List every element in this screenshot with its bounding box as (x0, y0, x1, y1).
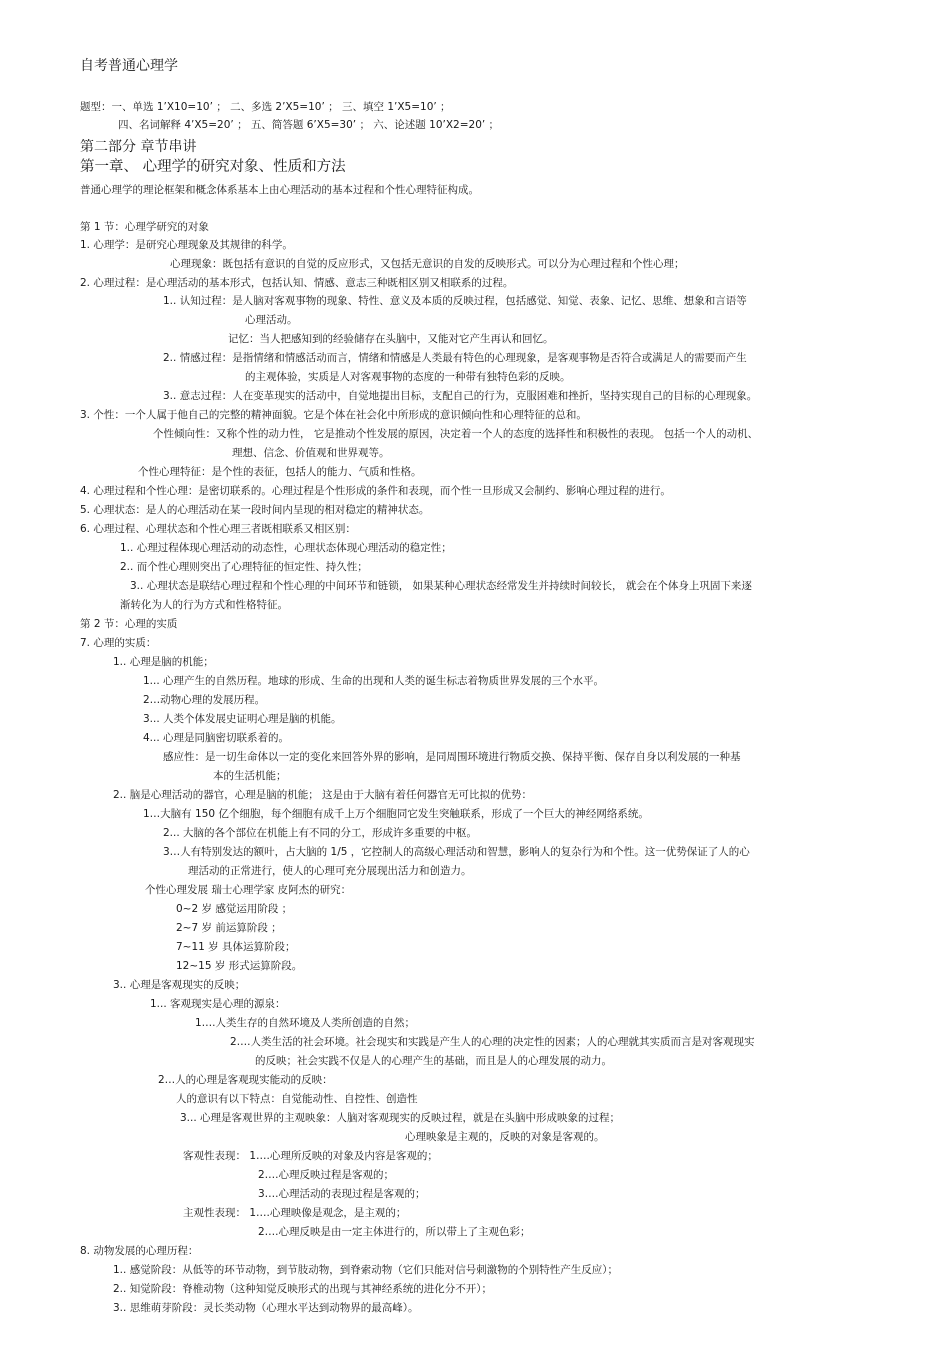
text-line: 第 1 节：心理学研究的对象 (80, 221, 209, 233)
document-title: 自考普通心理学 (80, 58, 178, 74)
text-line: 心理现象：既包括有意识的自觉的反应形式，又包括无意识的自发的反映形式。可以分为心理过程和个性心理； (170, 258, 685, 270)
text-line: 5. 心理状态：是人的心理活动在某一段时间内呈现的相对稳定的精神状态。 (80, 504, 430, 516)
text-line: 4. 心理过程和个性心理：是密切联系的。心理过程是个性形成的条件和表现，而个性一旦形成又会制约、影响心理过程的进行。 (80, 485, 671, 497)
text-line: 第 2 节：心理的实质 (80, 618, 178, 630)
text-line: 3.. 心理状态是联结心理过程和个性心理的中间环节和链锁， 如果某种心理状态经常发生并持续时间较长， 就会在个体身上巩固下来逐 (130, 580, 752, 592)
text-line: 1... 心理产生的自然历程。地球的形成、生命的出现和人类的诞生标志着物质世界发展的三个水平。 (143, 675, 605, 687)
text-line: 普通心理学的理论框架和概念体系基本上由心理活动的基本过程和个性心理特征构成。 (80, 184, 479, 196)
text-line: 2... 大脑的各个部位在机能上有不同的分工，形成许多重要的中枢。 (163, 827, 478, 839)
text-line: 感应性：是一切生命体以一定的变化来回答外界的影响，是同周围环境进行物质交换、保持平衡、保存自身以利发展的一种基 (163, 751, 741, 763)
text-line: 8. 动物发展的心理历程： (80, 1245, 199, 1257)
text-line: 3... 人类个体发展史证明心理是脑的机能。 (143, 713, 342, 725)
text-line: 2~7 岁 前运算阶段 ； (176, 922, 282, 934)
text-line: 0~2 岁 感觉运用阶段 ； (176, 903, 293, 915)
text-line: 3…人有特别发达的额叶，占大脑的 1/5 ，它控制人的高级心理活动和智慧，影响人的复杂行为和个性。这一优势保证了人的心 (163, 846, 750, 858)
text-line: 1…大脑有 150 亿个细胞，每个细胞有成千上万个细胞同它发生突触联系，形成了一个巨大的神经网络系统。 (143, 808, 649, 820)
text-line: 3.. 心理是客观现实的反映； (113, 979, 246, 991)
text-line: 1.. 心理是脑的机能； (113, 656, 214, 668)
text-line: 2….心理反映是由一定主体进行的，所以带上了主观色彩； (258, 1226, 531, 1238)
text-line: 2…动物心理的发展历程。 (143, 694, 266, 706)
text-line: 的反映；社会实践不仅是人的心理产生的基础，而且是人的心理发展的动力。 (255, 1055, 612, 1067)
text-line: 3….心理活动的表现过程是客观的； (258, 1188, 426, 1200)
text-line: 第二部分 章节串讲 (80, 139, 197, 155)
text-line: 心理活动。 (245, 314, 298, 326)
text-line: 客观性表现： 1….心理所反映的对象及内容是客观的； (183, 1150, 438, 1162)
text-line: 1... 客观现实是心理的源泉： (150, 998, 286, 1010)
text-line: 3. 个性：一个人属于他自己的完整的精神面貌。它是个体在社会化中所形成的意识倾向性和心理特征的总和。 (80, 409, 587, 421)
text-line: 7~11 岁 具体运算阶段； (176, 941, 296, 953)
text-line: 1.. 认知过程：是人脑对客观事物的现象、特性、意义及本质的反映过程，包括感觉、知觉、表象、记忆、思维、想象和言语等 (163, 295, 747, 307)
text-line: 主观性表现： 1….心理映像是观念，是主观的； (183, 1207, 407, 1219)
text-line: 3.. 意志过程：人在变革现实的活动中，自觉地提出目标，支配自己的行为，克服困难和挫折，坚持实现自己的目标的心理现象。 (163, 390, 758, 402)
text-line: 2. 心理过程：是心理活动的基本形式，包括认知、情感、意志三种既相区别又相联系的过程。 (80, 277, 514, 289)
text-line: 题型：一、单选 1’X10=10’ ； 二、多选 2’X5=10’ ； 三、填空 1’X5=10’ ； (80, 101, 451, 113)
text-line: 3... 心理是客观世界的主观映象：人脑对客观现实的反映过程，就是在头脑中形成映象的过程； (180, 1112, 621, 1124)
text-line: 12~15 岁 形式运算阶段。 (176, 960, 303, 972)
text-line: 第一章、 心理学的研究对象、性质和方法 (80, 159, 346, 175)
text-line: 心理映象是主观的，反映的对象是客观的。 (405, 1131, 605, 1143)
text-line: 人的意识有以下特点：自觉能动性、自控性、创造性 (176, 1093, 418, 1105)
text-line: 1….人类生存的自然环境及人类所创造的自然； (195, 1017, 416, 1029)
text-line: 2.. 脑是心理活动的器官，心理是脑的机能； 这是由于大脑有着任何器官无可比拟的优势： (113, 789, 533, 801)
text-line: 2….人类生活的社会环境。社会现实和实践是产生人的心理的决定性的因素；人的心理就其实质而言是对客观现实 (230, 1036, 755, 1048)
text-line: 理活动的正常进行，使人的心理可充分展现出活力和创造力。 (188, 865, 472, 877)
text-line: 个性心理发展 瑞士心理学家 皮阿杰的研究： (145, 884, 352, 896)
text-line: 1.. 感觉阶段：从低等的环节动物，到节肢动物，到脊索动物（它们只能对信号刺激物的个别特性产生反应）； (113, 1264, 618, 1276)
text-line: 4... 心理是同脑密切联系着的。 (143, 732, 290, 744)
text-line: 记忆：当人把感知到的经验储存在头脑中，又能对它产生再认和回忆。 (228, 333, 554, 345)
text-line: 3.. 思维萌芽阶段：灵长类动物（心理水平达到动物界的最高峰）。 (113, 1302, 419, 1314)
text-line: 1. 心理学：是研究心理现象及其规律的科学。 (80, 239, 293, 251)
text-line: 2.. 而个性心理则突出了心理特征的恒定性、持久性； (120, 561, 368, 573)
text-line: 渐转化为人的行为方式和性格特征。 (120, 599, 288, 611)
text-line: 1.. 心理过程体现心理活动的动态性，心理状态体现心理活动的稳定性； (120, 542, 452, 554)
text-line: 2….心理反映过程是客观的； (258, 1169, 395, 1181)
text-line: 6. 心理过程、心理状态和个性心理三者既相联系又相区别： (80, 523, 356, 535)
text-line: 7. 心理的实质： (80, 637, 157, 649)
text-line: 的主观体验，实质是人对客观事物的态度的一种带有独特色彩的反映。 (245, 371, 571, 383)
text-line: 个性倾向性：又称个性的动力性， 它是推动个性发展的原因，决定着一个人的态度的选择性和积极性的表现。 包括一个人的动机、 (153, 428, 759, 440)
text-line: 本的生活机能； (213, 770, 287, 782)
text-line: 2.. 知觉阶段：脊椎动物（这种知觉反映形式的出现与其神经系统的进化分不开）； (113, 1283, 492, 1295)
text-line: 2…人的心理是客观现实能动的反映： (158, 1074, 333, 1086)
text-line: 2.. 情感过程：是指情绪和情感活动而言，情绪和情感是人类最有特色的心理现象，是客观事物是否符合或满足人的需要而产生 (163, 352, 747, 364)
text-line: 个性心理特征：是个性的表征，包括人的能力、气质和性格。 (138, 466, 422, 478)
text-line: 理想、信念、价值观和世界观等。 (232, 447, 390, 459)
text-line: 四、名词解释 4’X5=20’ ； 五、简答题 6’X5=30’ ； 六、论述题 10’X2=20’ ； (118, 119, 500, 131)
